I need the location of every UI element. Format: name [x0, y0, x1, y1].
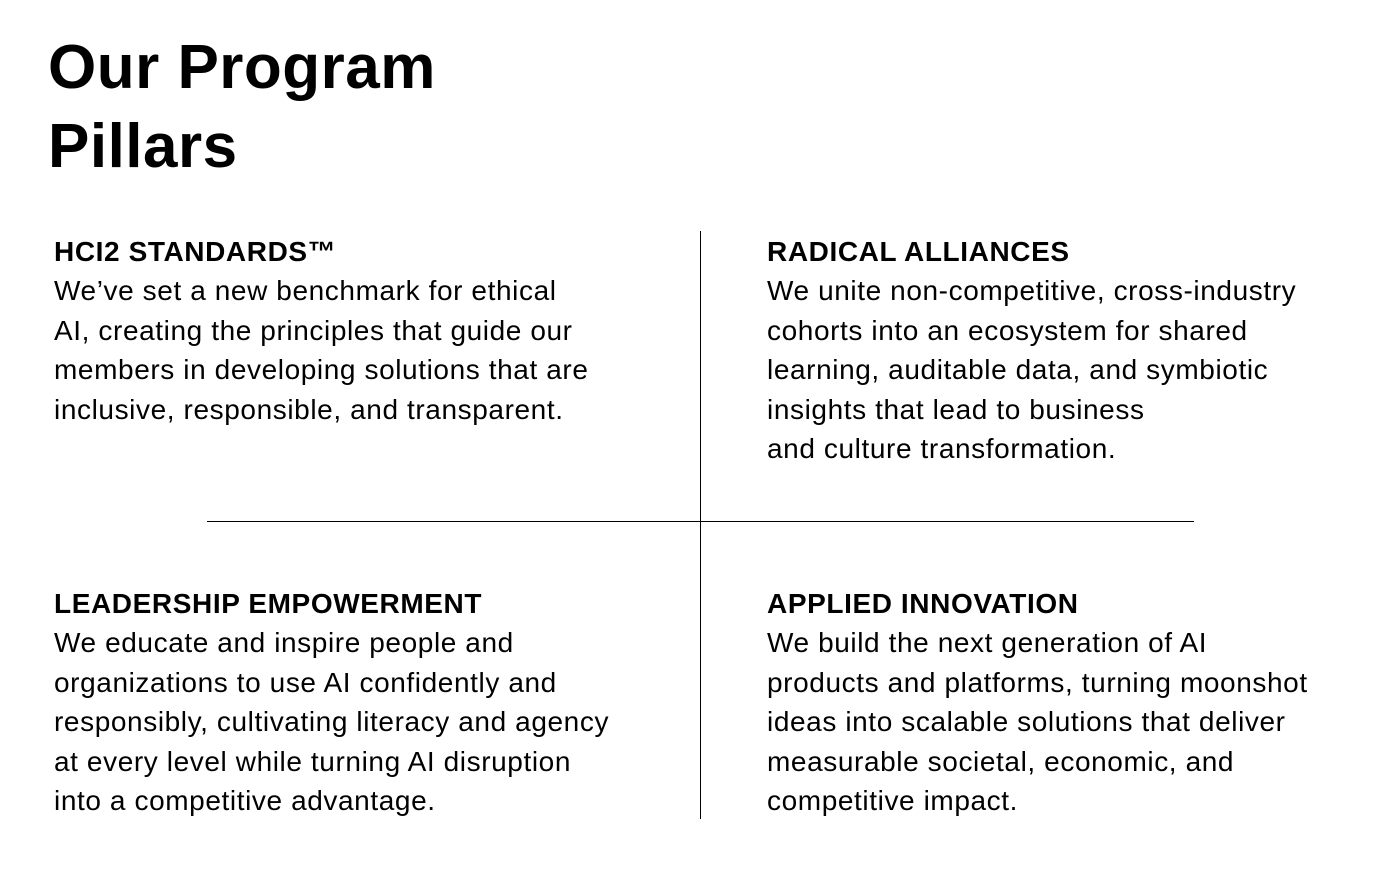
page-title — [48, 28, 436, 186]
page-title-line-2: Pillars — [48, 112, 238, 181]
pillar-description: We build the next generation of AI products and platforms, turning moonshot ideas into scalable solutions that deliver measurable societal, economic, and competitive impact. — [767, 627, 1308, 816]
pillar-description: We unite non-competitive, cross-industry cohorts into an ecosystem for shared learning, auditable data, and symbiotic insights that lead to business and culture transformation. — [767, 275, 1297, 464]
pillar-leadership-empowerment — [54, 584, 674, 821]
pillar-hci2-standards — [54, 232, 674, 429]
pillar-heading: LEADERSHIP EMPOWERMENT — [54, 588, 483, 619]
pillar-heading: RADICAL ALLIANCES — [767, 236, 1070, 267]
pillar-radical-alliances — [767, 232, 1387, 469]
pillar-heading: APPLIED INNOVATION — [767, 588, 1079, 619]
pillar-applied-innovation — [767, 584, 1387, 821]
vertical-divider — [700, 231, 701, 819]
horizontal-divider — [207, 521, 1194, 522]
pillar-description: We educate and inspire people and organizations to use AI confidently and responsibly, cultivating literacy and agency at every level while turning AI disruption into a competitive advantage. — [54, 627, 610, 816]
pillar-description: We’ve set a new benchmark for ethical AI, creating the principles that guide our members in developing solutions that are inclusive, responsible, and transparent. — [54, 275, 589, 425]
pillar-heading: HCI2 STANDARDS™ — [54, 236, 337, 267]
page-title-line-1: Our Program — [48, 33, 436, 102]
